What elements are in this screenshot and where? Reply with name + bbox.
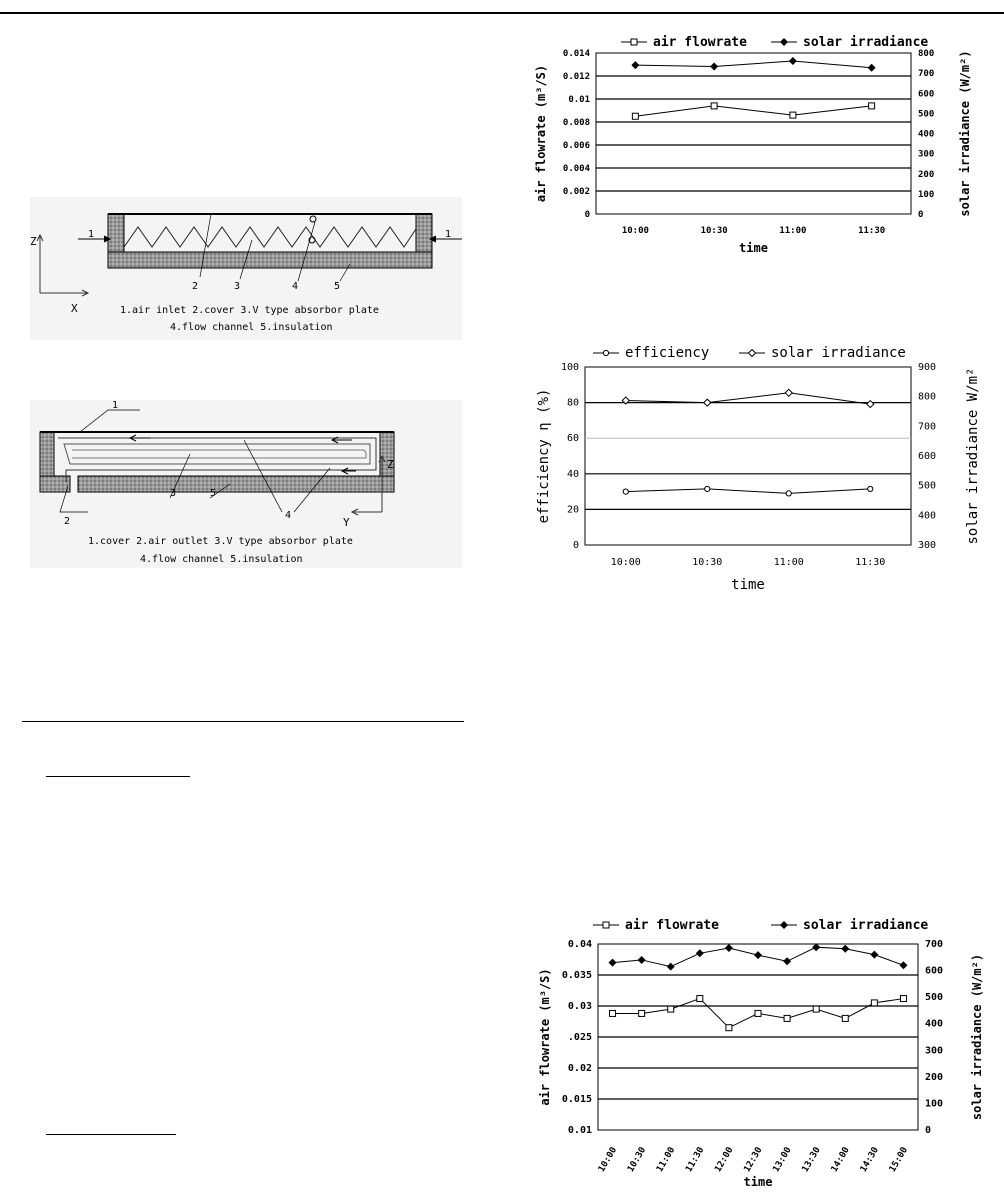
callout-3: 3 xyxy=(234,281,241,292)
callout-l2: 2 xyxy=(64,516,71,527)
y-tick-label: 0.01 xyxy=(567,1125,592,1136)
x-axis-label: time xyxy=(739,241,768,255)
y-tick-label: 0.02 xyxy=(567,1063,592,1074)
legend-label-0: air flowrate xyxy=(653,35,747,50)
y2-tick-label: 700 xyxy=(925,939,944,950)
x-tick-label: 11:00 xyxy=(779,226,807,236)
y2-tick-label: 400 xyxy=(918,129,935,140)
subsection-underline-2 xyxy=(46,1134,176,1135)
collector-cross-section-figure xyxy=(30,197,462,340)
y2-tick-label: 300 xyxy=(918,149,935,160)
y2-tick-label: 600 xyxy=(925,965,944,977)
data-point-0 xyxy=(632,113,638,119)
legend-marker-0 xyxy=(603,922,609,928)
y-tick-label: 0.035 xyxy=(561,970,592,981)
y2-tick-label: 900 xyxy=(918,362,937,373)
header-rule xyxy=(0,12,1004,14)
y2-axis-label: solar irradiance W/m² xyxy=(965,367,981,545)
data-point-0 xyxy=(755,1010,761,1016)
data-point-0 xyxy=(790,112,796,118)
y-tick-label: 0.015 xyxy=(561,1094,592,1105)
y2-tick-label: 0 xyxy=(918,210,924,220)
y-tick-label: 60 xyxy=(566,433,579,445)
y-tick-label: 100 xyxy=(560,362,579,373)
y-tick-label: 0.004 xyxy=(562,164,590,174)
callout-5: 5 xyxy=(334,281,341,292)
section-rule xyxy=(22,721,464,722)
callout-l5: 5 xyxy=(210,488,217,499)
x-tick-label: 11:30 xyxy=(855,557,886,568)
legend-marker-0 xyxy=(603,350,608,355)
data-point-0 xyxy=(711,103,717,109)
y-axis-label: air flowrate (m³/S) xyxy=(534,64,548,203)
y2-tick-label: 300 xyxy=(925,1045,944,1057)
xsection-caption-line2: 4.flow channel 5.insulation xyxy=(170,322,333,333)
x-tick-label: 11:30 xyxy=(858,226,886,236)
airflow-irradiance-chart-2 xyxy=(533,905,1001,1190)
x-tick-label: 10:00 xyxy=(596,1145,620,1174)
callout-4: 4 xyxy=(292,281,299,292)
legend-label-1: solar irradiance xyxy=(803,918,929,933)
legend-marker-1 xyxy=(780,921,788,929)
airflow-irradiance-chart-1 xyxy=(533,30,1001,266)
legend-label-1: solar irradiance xyxy=(803,35,929,50)
y2-tick-label: 200 xyxy=(918,169,935,180)
legend-marker-0 xyxy=(631,39,637,45)
y2-tick-label: 700 xyxy=(918,69,935,80)
y2-tick-label: 200 xyxy=(925,1071,944,1083)
plot-area xyxy=(596,53,911,214)
y2-tick-label: 500 xyxy=(918,109,935,120)
y2-tick-label: 800 xyxy=(918,49,935,59)
axis-z-label: Z xyxy=(30,235,37,248)
y-tick-label: 0 xyxy=(584,210,590,220)
y2-tick-label: 600 xyxy=(918,89,935,100)
plot-area xyxy=(585,367,911,545)
x-axis-label: time xyxy=(731,577,765,593)
longitudinal-diagram xyxy=(30,400,462,568)
data-point-0 xyxy=(623,489,628,494)
axis-x-label: X xyxy=(71,302,78,315)
y-tick-label: 0.014 xyxy=(562,49,590,59)
y-tick-label: 0.01 xyxy=(568,95,590,105)
y-tick-label: 0.002 xyxy=(562,187,590,197)
y2-tick-label: 600 xyxy=(918,451,937,462)
y-tick-label: 0 xyxy=(572,540,579,551)
data-point-0 xyxy=(639,1010,645,1016)
data-point-0 xyxy=(813,1006,819,1012)
legend-marker-1 xyxy=(749,350,756,357)
y-tick-label: 40 xyxy=(566,468,579,480)
data-point-0 xyxy=(784,1015,790,1021)
y2-tick-label: 700 xyxy=(918,421,937,433)
x-tick-label: 15:00 xyxy=(887,1145,911,1174)
data-point-0 xyxy=(868,486,873,491)
legend-label-0: efficiency xyxy=(625,345,710,361)
long-caption-line2: 4.flow channel 5.insulation xyxy=(140,554,303,565)
data-point-0 xyxy=(705,486,710,491)
y2-tick-label: 400 xyxy=(925,1018,944,1030)
data-point-0 xyxy=(668,1006,674,1012)
data-point-0 xyxy=(610,1010,616,1016)
y2-axis-label: solar irradiance (W/m²) xyxy=(970,953,984,1121)
data-point-0 xyxy=(900,996,906,1002)
y2-tick-label: 800 xyxy=(918,391,937,403)
axis-z-label-2: Z xyxy=(387,458,394,471)
x-tick-label: 14:00 xyxy=(829,1145,852,1174)
callout-l1: 1 xyxy=(112,400,119,411)
y2-tick-label: 300 xyxy=(918,540,937,551)
y-tick-label: 0.04 xyxy=(567,939,592,950)
x-tick-label: 10:30 xyxy=(692,557,723,568)
y2-tick-label: 500 xyxy=(925,992,944,1004)
y-tick-label: 0.03 xyxy=(567,1001,592,1012)
y2-tick-label: 500 xyxy=(918,480,937,492)
data-point-0 xyxy=(697,996,703,1002)
x-tick-label: 10:30 xyxy=(626,1145,649,1174)
y-tick-label: 80 xyxy=(566,397,579,409)
callout-2: 2 xyxy=(192,281,199,292)
callout-l3: 3 xyxy=(170,488,177,499)
data-point-0 xyxy=(726,1025,732,1031)
data-point-0 xyxy=(786,491,791,496)
x-tick-label: 11:00 xyxy=(773,557,804,568)
x-axis-label: time xyxy=(743,1175,773,1189)
xsection-caption-line1: 1.air inlet 2.cover 3.V type absorbor plate xyxy=(120,305,379,316)
y2-tick-label: 100 xyxy=(925,1098,944,1110)
subsection-underline-1 xyxy=(46,776,190,777)
y-tick-label: 0.008 xyxy=(562,118,590,128)
callout-1-left: 1 xyxy=(88,229,95,240)
long-caption-line1: 1.cover 2.air outlet 3.V type absorbor plate xyxy=(88,536,353,547)
y-tick-label: 0.012 xyxy=(562,72,590,82)
cross-section-diagram xyxy=(30,197,462,340)
axis-y-label: Y xyxy=(343,516,350,529)
x-tick-label: 13:00 xyxy=(771,1145,794,1174)
x-tick-label: 11:00 xyxy=(655,1145,678,1174)
callout-l4: 4 xyxy=(285,510,292,521)
y2-tick-label: 0 xyxy=(925,1125,932,1136)
x-tick-label: 10:00 xyxy=(610,557,641,568)
x-tick-label: 12:00 xyxy=(713,1145,736,1174)
y-tick-label: 20 xyxy=(566,504,579,516)
x-tick-label: 10:30 xyxy=(700,226,728,236)
callout-1-right: 1 xyxy=(445,229,452,240)
y2-tick-label: 400 xyxy=(918,510,937,522)
y2-axis-label: solar irradiance (W/m²) xyxy=(958,50,972,217)
x-tick-label: 12:30 xyxy=(742,1145,765,1174)
y2-tick-label: 100 xyxy=(918,189,935,200)
y-axis-label: air flowrate (m³/S) xyxy=(538,968,552,1106)
y-tick-label: 0.006 xyxy=(562,141,590,151)
x-tick-label: 10:00 xyxy=(621,226,649,236)
data-point-0 xyxy=(869,103,875,109)
efficiency-irradiance-chart xyxy=(533,340,1001,602)
legend-label-1: solar irradiance xyxy=(771,345,906,361)
y-axis-label: efficiency η (%) xyxy=(536,388,552,524)
data-point-0 xyxy=(842,1015,848,1021)
collector-longitudinal-figure xyxy=(30,400,462,568)
x-tick-label: 11:30 xyxy=(684,1145,707,1174)
data-point-0 xyxy=(871,1000,877,1006)
x-tick-label: 14:30 xyxy=(858,1145,881,1174)
x-tick-label: 13:30 xyxy=(800,1145,823,1174)
legend-label-0: air flowrate xyxy=(625,918,719,933)
y-tick-label: .025 xyxy=(567,1032,592,1043)
legend-marker-1 xyxy=(780,38,788,46)
